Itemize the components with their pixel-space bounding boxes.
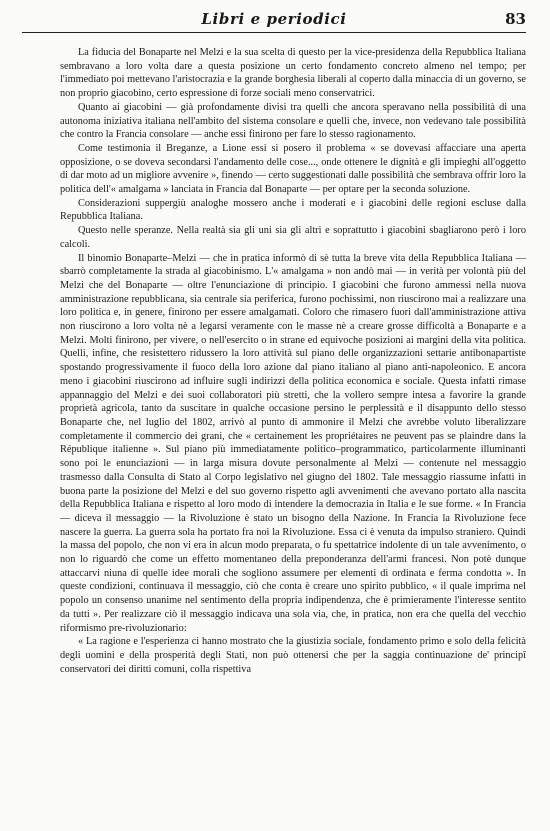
header-rule — [22, 32, 526, 33]
paragraph-1: La fiducia del Bonaparte nel Melzi e la sua scelta di questo per la vice-presidenza della Repubblica Italiana sembravano a loro volta dare a questa posizione un certo fondamento concreto almeno nel tempo; per l'immediato poi mettevano l'aristocrazia e la grande borghesia liberali al coperto dalla minaccia di un governo, se non proprio giacobino, certo espressione di forze sociali meno conservatrici. — [60, 47, 526, 100]
paragraph-2: Quanto ai giacobini — già profondamente divisi tra quelli che ancora speravano nella possibilità di una autonoma iniziativa italiana nell'ambito del sistema consolare e quelli che, invece, non vedevano tale possibilità che contro la Francia consolare — anche essi finirono per fare lo stesso ragionamento. — [60, 101, 526, 141]
page-number: 83 — [505, 10, 526, 28]
paragraph-5: Questo nelle speranze. Nella realtà sia gli uni sia gli altri e soprattutto i giacobini sbagliarono però i loro calcoli. — [60, 225, 526, 250]
paragraph-4: Considerazioni suppergiù analoghe mossero anche i moderati e i giacobini delle regioni escluse dalla Repubblica Italiana. — [60, 197, 526, 223]
paragraph-3: Come testimonia il Breganze, a Lione essi si posero il problema « se dovevasi affacciare una aperta opposizione, o se doveva secondarsi l'andamento delle cose..., onde ottenere le dignità e gli impieghi all'oggetto di dar moto ad un migliore avvenire », finendo — certo suggestionati dalle possibilità che sembrava offrir loro la politica dell'« amalgama » lanciata in Francia dal Bonaparte — per optare per la seconda soluzione. — [60, 142, 526, 196]
running-title: Libri e periodici — [201, 10, 347, 28]
paragraph-6: Il binomio Bonaparte–Melzi — che in pratica informò di sè tutta la breve vita della Repubblica Italiana — sbarrò completamente la strada al giacobinismo. L'« amalgama » non andò mai — in verità per volontà più del Melzi che del Bonaparte — oltre l'enunciazione di principio. I giacobini che furono ammessi nella nuova amministrazione repubblicana, sia centrale sia periferica, furono pochissimi, non riuscirono mai a realizzare una loro politica e, in genere, finirono per essere amalgamati. Coloro che rimasero fuori dall'amministrazione attiva non riuscirono a loro volta nè a legarsi veramente con le masse nè a creare grosse difficoltà a Bonaparte e a Melzi. Molti finirono, per vivere, o nell'esercito o in strane ed equivoche posizioni ai margini della vita politica. Quelli, infine, che resistettero ridussero la loro attività sul piano delle organizzazioni settarie antibonapartiste spostando progressivamente il fuoco della loro azione dal piano italiano al piano anti-napoleonico. E ancora meno i giacobini riuscirono ad influire sugli indirizzi della politica economica e sociale. Questa infatti rimase appannaggio del Melzi e dei suoi collaboratori più stretti, che la vollero sempre intesa a favorire la grande proprietà agricola, tanto da suscitare in qualche occasione persino le perplessità e il disappunto dello stesso Bonaparte che, nel luglio del 1802, arrivò al punto di ammonire il Melzi che avrebbe voluto liberalizzare completamente il commercio dei grani, che « certainement les propriétaires ne peuvent pas se plaindre dans la République italienne ». Sul piano più immediatamente politico–programmatico, particolarmente illuminanti sono poi le enunciazioni — in larga misura dovute personalmente al Melzi — contenute nel messaggio trasmesso dalla Consulta di Stato al Corpo legislativo nel giugno del 1802. Tale messaggio riassume infatti in buona parte la posizione del Melzi e del suo governo rispetto agli avvenimenti che avevano portato alla nascita della Repubblica Italiana e rispetto al loro modo di intendere la democrazia in Italia e le sue forme. « In Francia — diceva il messaggio — la Rivoluzione è stato un bisogno della Nazione. In Francia la Rivoluzione fece nascere la guerra. La guerra sola ha portato fra noi la Rivoluzione. Essa ci è venuta da impulso straniero. Quindi la massa del popolo, che non vi era in alcun modo preparata, o fu spettatrice indolente di un tale avvenimento, o non lo riguardò che come un effetto momentaneo della preponderanza dell'armi francesi. Non potè dunque attaccarvi niuna di quelle idee morali che sogliono assumere per elementi di ordinata e ferma condotta ». In queste condizioni, continuava il messaggio, ciò che conta è creare uno spirito pubblico, « il quale imprima nel popolo un consenso unanime nel sentimento della propria indipendenza, che è primieramente l'interesse sentito da tutti ». Per realizzare ciò il messaggio indicava una sola via, che, in pratica, non era che quella del vecchio riformismo pre-rivoluzionario: — [60, 252, 526, 634]
quoted-paragraph: « La ragione e l'esperienza ci hanno mostrato che la giustizia sociale, fondamento primo e solo della felicità degli uomini e della prosperità degli Stati, non può ottenersi che per la saggia continuazione de' principî conservatori dei diritti comuni, colla rispettiva — [60, 636, 526, 675]
body-text — [60, 46, 526, 676]
running-header — [22, 10, 526, 32]
